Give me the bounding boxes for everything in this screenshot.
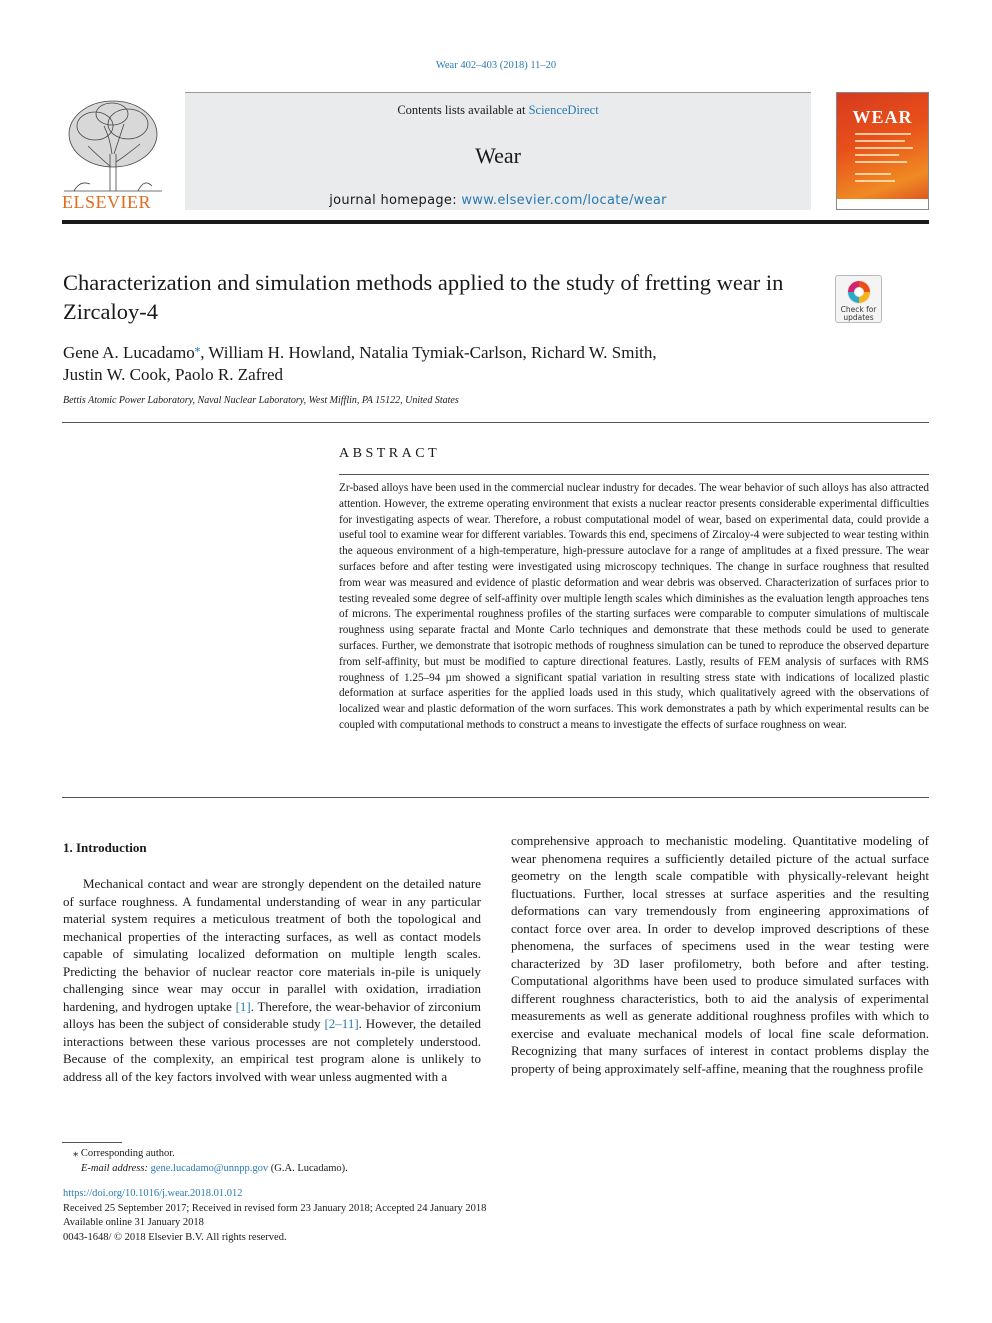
author-list xyxy=(63,342,803,386)
cover-text-line xyxy=(855,180,895,182)
author-email-link[interactable]: gene.lucadamo@unnpp.gov xyxy=(150,1163,269,1174)
contents-prefix: Contents lists available at xyxy=(397,103,529,117)
cover-text-line xyxy=(855,133,911,135)
cover-text-line xyxy=(855,147,913,149)
footnote-rule xyxy=(62,1142,122,1143)
journal-citation[interactable]: Wear 402–403 (2018) 11–20 xyxy=(435,60,557,71)
available-online: Available online 31 January 2018 xyxy=(63,1217,204,1228)
copyright: 0043-1648/ © 2018 Elsevier B.V. All rights reserved. xyxy=(63,1231,287,1243)
authors-rest-line1: , William H. Howland, Natalia Tymiak-Carlson, Richard W. Smith, xyxy=(200,343,657,362)
cover-text-line xyxy=(855,140,905,142)
cover-text-line xyxy=(855,161,907,163)
introduction-column-right: comprehensive approach to mechanistic modeling. Quantitative modeling of wear phenomena requires a sufficiently detailed picture of the actual surface geometry on the length scale compatible with physically-relevant height fluctuations. Further, local stresses at surface asperities and the resulting deformations can vary tremendously from engineering approximations of contact force over area. In order to develop improved descriptions of these phenomena, the surfaces of specimens used in the wear testing were characterized by 3D laser profilometry, both before and after testing. Computational algorithms have been used to produce simulated surfaces with different roughness characteristics, both to aid the analysis of experimental measurements as well as generate additional roughness profiles with which to exercise and evaluate mechanical models of local fine scale deformation. Recognizing that many surfaces of interest in contact problems display the property of being approximately self-affine, meaning that the roughness profile xyxy=(511,833,929,1076)
article-title: Characterization and simulation methods applied to the study of fretting wear in Zircaloy-4 xyxy=(63,270,784,324)
corresponding-author-footnote xyxy=(63,1146,348,1176)
footnote-line-1 xyxy=(63,1146,348,1161)
abstract-rule xyxy=(339,474,929,475)
intro-text: . Therefore, the wear-behavior of zirconium alloys has been the subject of considerable study xyxy=(63,998,481,1031)
abstract-heading: ABSTRACT xyxy=(339,446,441,461)
email-label: E-mail address: xyxy=(81,1163,148,1174)
intro-text: Mechanical contact and wear are strongly dependent on the detailed nature of surface roughness. A fundamental understanding of wear in any particular material system requires a meticulous treatment of both the topological and mechanical properties of the interacting surfaces, as well as contact models capable of simulating localized deformation on multiple length scales. Predicting the behavior of nuclear reactor core materials in-pile is uniquely challenging since wear may occur in parallel with oxidation, irradiation hardening, and hydrogen uptake xyxy=(63,876,481,1014)
badge-line-2: updates xyxy=(843,313,874,322)
check-for-updates-label xyxy=(836,306,881,322)
publication-info xyxy=(63,1187,486,1245)
elsevier-wordmark: ELSEVIER xyxy=(62,192,151,212)
reference-link-1[interactable]: [1] xyxy=(235,998,251,1014)
cover-text-line xyxy=(855,154,899,156)
badge-line-1: Check for xyxy=(840,305,877,314)
authors-rest-line2: Justin W. Cook, Paolo R. Zafred xyxy=(63,365,284,384)
footnote-mark: ⁎ xyxy=(73,1148,79,1159)
check-for-updates-icon xyxy=(846,279,872,305)
introduction-column-left xyxy=(63,875,481,1085)
footnote-label: Corresponding author. xyxy=(78,1148,175,1159)
intro-text: . However, the detailed interactions between these various processes are not completely understood. Because of the complexity, an empirical test program alone is unlikely to address all of the key factors involved with wear unless augmented with a xyxy=(63,1016,481,1084)
sciencedirect-link[interactable]: ScienceDirect xyxy=(528,103,599,117)
contents-line xyxy=(185,103,811,118)
corresponding-author-mark[interactable]: ⁎ xyxy=(194,342,201,355)
author-lucadamo[interactable]: Gene A. Lucadamo xyxy=(63,343,195,362)
homepage-line xyxy=(185,193,811,208)
journal-homepage-link[interactable]: www.elsevier.com/locate/wear xyxy=(461,193,667,208)
journal-cover-thumbnail[interactable] xyxy=(836,92,929,210)
abstract-text: Zr-based alloys have been used in the commercial nuclear industry for decades. The wear behavior of such alloys has also attracted attention. However, the extreme operating environment that exists a nuclear reactor presents considerable experimental difficulties for investigating aspects of wear. Therefore, a robust computational model of wear, based on experimental data, could provide a useful tool to examine wear for different variables. Towards this end, specimens of Zircaloy-4 were subjected to wear testing within the aqueous environment of a high-temperature, high-pressure autoclave for a range of amplitudes at a fixed pressure. The wear surfaces before and after testing were investigated using microscopy techniques. The change in surface roughness that resulted from wear was measured and evidence of plastic deformation and wear debris was observed. Characterization of surfaces prior to testing revealed some degree of self-affinity over multiple length scales which diminishes as the evaluation length approaches tens of microns. The experimental roughness profiles of the starting surfaces were comparable to computer simulations of multiscale roughness using separate fractal and Monte Carlo techniques and demonstrate that these methods could be used to generate surfaces. Further, we demonstrate that isotropic methods of roughness simulation can be tuned to reproduce the observed departure from self-affinity, but must be modified to capture directional features. Lastly, results of FEM analysis of surfaces with RMS roughness of 1.25–94 µm showed a significant spatial variation in resulting stress state with indications of localized plastic deformation at surface asperities for the applied loads used in this study, which qualitatively agreed with the observations of localized wear and plastic deformation of the worn surfaces. This work demonstrates a path by which experimental results can be coupled with computational methods to construct a means to investigate the effects of surface roughness on wear. xyxy=(339,482,930,731)
affiliation: Bettis Atomic Power Laboratory, Naval Nuclear Laboratory, West Mifflin, PA 15122, United States xyxy=(63,395,459,406)
cover-footer xyxy=(837,199,928,209)
reference-link-2-11[interactable]: [2–11] xyxy=(324,1016,359,1031)
doi-link[interactable]: https://doi.org/10.1016/j.wear.2018.01.012 xyxy=(63,1188,243,1199)
email-suffix: (G.A. Lucadamo). xyxy=(268,1163,348,1174)
journal-name: Wear xyxy=(475,143,521,168)
cover-title: WEAR xyxy=(852,107,913,127)
section-rule xyxy=(62,422,929,423)
check-for-updates-badge[interactable] xyxy=(835,275,882,323)
cover-text-line xyxy=(855,173,891,175)
journal-header-box xyxy=(185,92,811,210)
received-dates: Received 25 September 2017; Received in revised form 23 January 2018; Accepted 24 January 2018 xyxy=(63,1202,487,1214)
footnote-line-2 xyxy=(63,1161,348,1176)
introduction-heading: 1. Introduction xyxy=(63,840,147,855)
homepage-prefix: journal homepage: xyxy=(329,193,462,208)
header-rule xyxy=(62,220,929,224)
abstract-end-rule xyxy=(62,797,929,798)
